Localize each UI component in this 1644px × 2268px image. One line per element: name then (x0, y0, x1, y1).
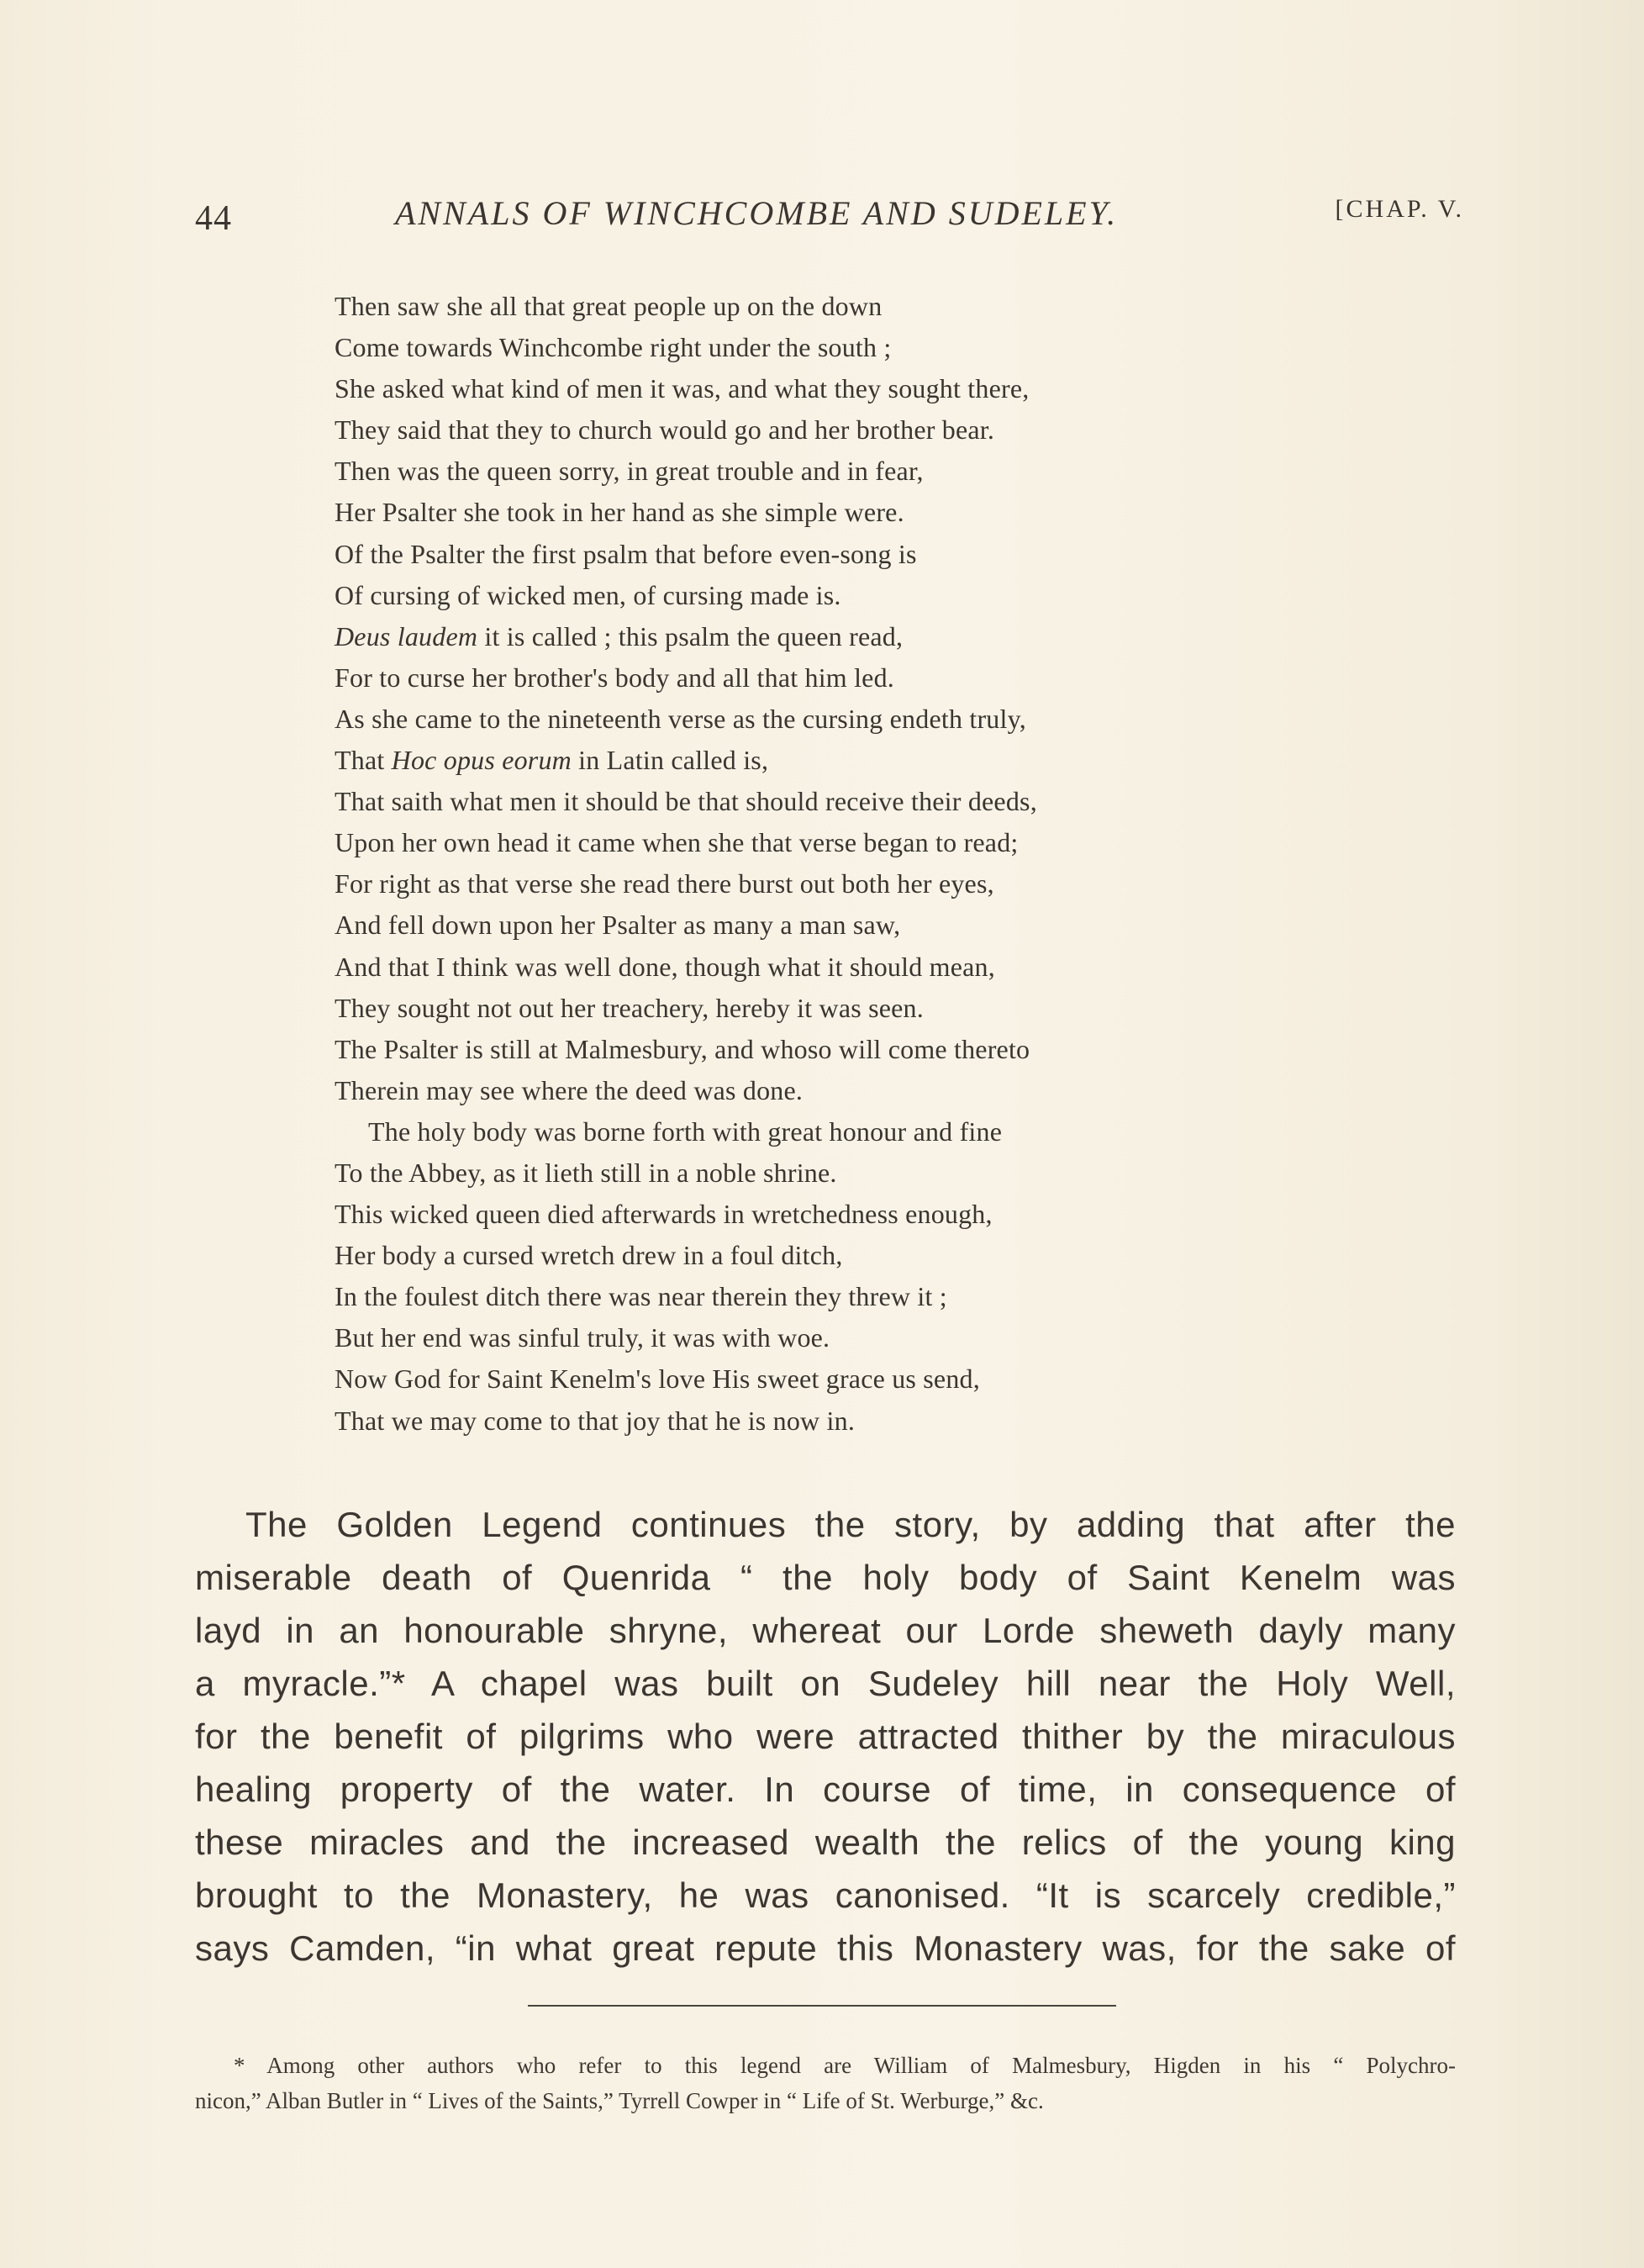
footnote-rule (528, 2005, 1116, 2007)
poem-line-text: That saith what men it should be that should receive their deeds, (335, 786, 1037, 817)
poem-line-text: In the foulest ditch there was near therein they threw it ; (335, 1281, 947, 1312)
latin-phrase: Deus laudem (335, 620, 478, 651)
poem-line (335, 1070, 1276, 1111)
poem-line-text: And fell down upon her Psalter as many a man saw, (335, 910, 901, 941)
footnote (195, 2048, 1456, 2118)
poem-line (335, 492, 1276, 533)
poem-line-text: Her body a cursed wretch drew in a foul ditch, (335, 1240, 843, 1271)
poem-line (335, 1152, 1276, 1194)
poem-line-text: Then saw she all that great people up on the down (335, 291, 883, 321)
paragraph-line: a myracle.”* A chapel was built on Sudeley hill near the Holy Well, (195, 1664, 1456, 1703)
running-title: ANNALS OF WINCHCOMBE AND SUDELEY. (395, 194, 1119, 232)
paragraph-line: healing property of the water. In course of time, in consequence of (195, 1770, 1456, 1809)
footnote-line: * Among other authors who refer to this legend are William of Malmesbury, Higden in his “ Polychro- (234, 2053, 1456, 2078)
paragraph-line: for the benefit of pilgrims who were attracted thither by the miraculous (195, 1717, 1456, 1756)
poem-line (335, 781, 1276, 822)
paragraph-line: The Golden Legend continues the story, by adding that after the (245, 1505, 1456, 1544)
poem-line-text: it is called ; this psalm the queen read, (477, 620, 904, 651)
poem-line (335, 1235, 1276, 1276)
paragraph-line: brought to the Monastery, he was canonised. “It is scarcely credible,” (195, 1875, 1456, 1915)
paragraph-line: these miracles and the increased wealth the relics of the young king (195, 1822, 1456, 1862)
poem-line (335, 1029, 1276, 1070)
poem-line (335, 988, 1276, 1029)
poem-line (335, 575, 1276, 616)
poem-line (335, 699, 1276, 740)
page-number: 44 (195, 199, 232, 238)
running-header (195, 188, 1464, 247)
poem-line-text: Now God for Saint Kenelm's love His sweet grace us send, (335, 1363, 980, 1395)
poem-line-text: They said that they to church would go and her brother bear. (335, 414, 995, 446)
poem-line-text: The holy body was borne forth with great honour and fine (368, 1116, 1003, 1147)
poem-line-text: The Psalter is still at Malmesbury, and whoso will come thereto (335, 1033, 1030, 1064)
poem-line-text: For right as that verse she read there burst out both her eyes, (335, 868, 994, 899)
poem-line (335, 534, 1276, 575)
footnote-line: nicon,” Alban Butler in “ Lives of the Saints,” Tyrrell Cowper in “ Life of St. Werburge,” &c. (195, 2088, 1044, 2113)
poem-line-text: She asked what kind of men it was, and what they sought there, (335, 373, 1030, 404)
poem-line (335, 947, 1276, 988)
poem-line-text: They sought not out her treachery, hereby it was seen. (335, 992, 924, 1023)
poem-line (335, 327, 1276, 368)
poem-line (335, 1111, 1276, 1152)
poem-line-text: Come towards Winchcombe right under the south ; (335, 332, 892, 363)
poem-line (335, 1400, 1276, 1442)
poem-line (335, 863, 1276, 905)
poem-line-text: But her end was sinful truly, it was with woe. (335, 1322, 830, 1353)
poem-line-text: Therein may see where the deed was done. (335, 1074, 804, 1105)
poem-line-text: Upon her own head it came when she that verse began to read; (335, 827, 1019, 858)
paragraph-line: miserable death of Quenrida “ the holy body of Saint Kenelm was (195, 1558, 1456, 1597)
poem-line (335, 1276, 1276, 1317)
poem-line (335, 616, 1276, 657)
poem-line-text: Her Psalter she took in her hand as she simple were. (335, 497, 904, 528)
chapter-label: [CHAP. V. (1335, 195, 1464, 223)
poem-line-text: Of cursing of wicked men, of cursing made is. (335, 579, 841, 610)
poem-line (335, 905, 1276, 946)
paragraph-line: layd in an honourable shryne, whereat our Lorde sheweth dayly many (195, 1611, 1456, 1650)
poem-line (335, 451, 1276, 492)
poem-line-text: This wicked queen died afterwards in wretchedness enough, (335, 1199, 993, 1230)
poem-block (335, 286, 1276, 1442)
poem-line (335, 740, 1276, 781)
poem-line (335, 368, 1276, 409)
poem-line (335, 286, 1276, 327)
poem-line (335, 657, 1276, 699)
body-paragraph (195, 1498, 1456, 1975)
poem-line-text: Of the Psalter the first psalm that before even-song is (335, 538, 917, 569)
poem-line (335, 1194, 1276, 1235)
poem-line-text: For to curse her brother's body and all that him led. (335, 662, 894, 693)
poem-line-text: in Latin called is, (571, 745, 769, 776)
poem-line (335, 1358, 1276, 1400)
poem-line-text: To the Abbey, as it lieth still in a noble shrine. (335, 1157, 837, 1188)
paragraph-line: says Camden, “in what great repute this Monastery was, for the sake of (195, 1928, 1456, 1968)
poem-line-prefix: That (335, 745, 392, 776)
poem-line-text: And that I think was well done, though what it should mean, (335, 951, 995, 982)
poem-line-text: That we may come to that joy that he is now in. (335, 1405, 856, 1436)
poem-line (335, 1317, 1276, 1358)
poem-line (335, 822, 1276, 863)
latin-phrase: Hoc opus eorum (391, 745, 572, 776)
poem-line-text: Then was the queen sorry, in great trouble and in fear, (335, 456, 924, 487)
poem-line-text: As she came to the nineteenth verse as the cursing endeth truly, (335, 703, 1026, 734)
poem-line (335, 409, 1276, 451)
